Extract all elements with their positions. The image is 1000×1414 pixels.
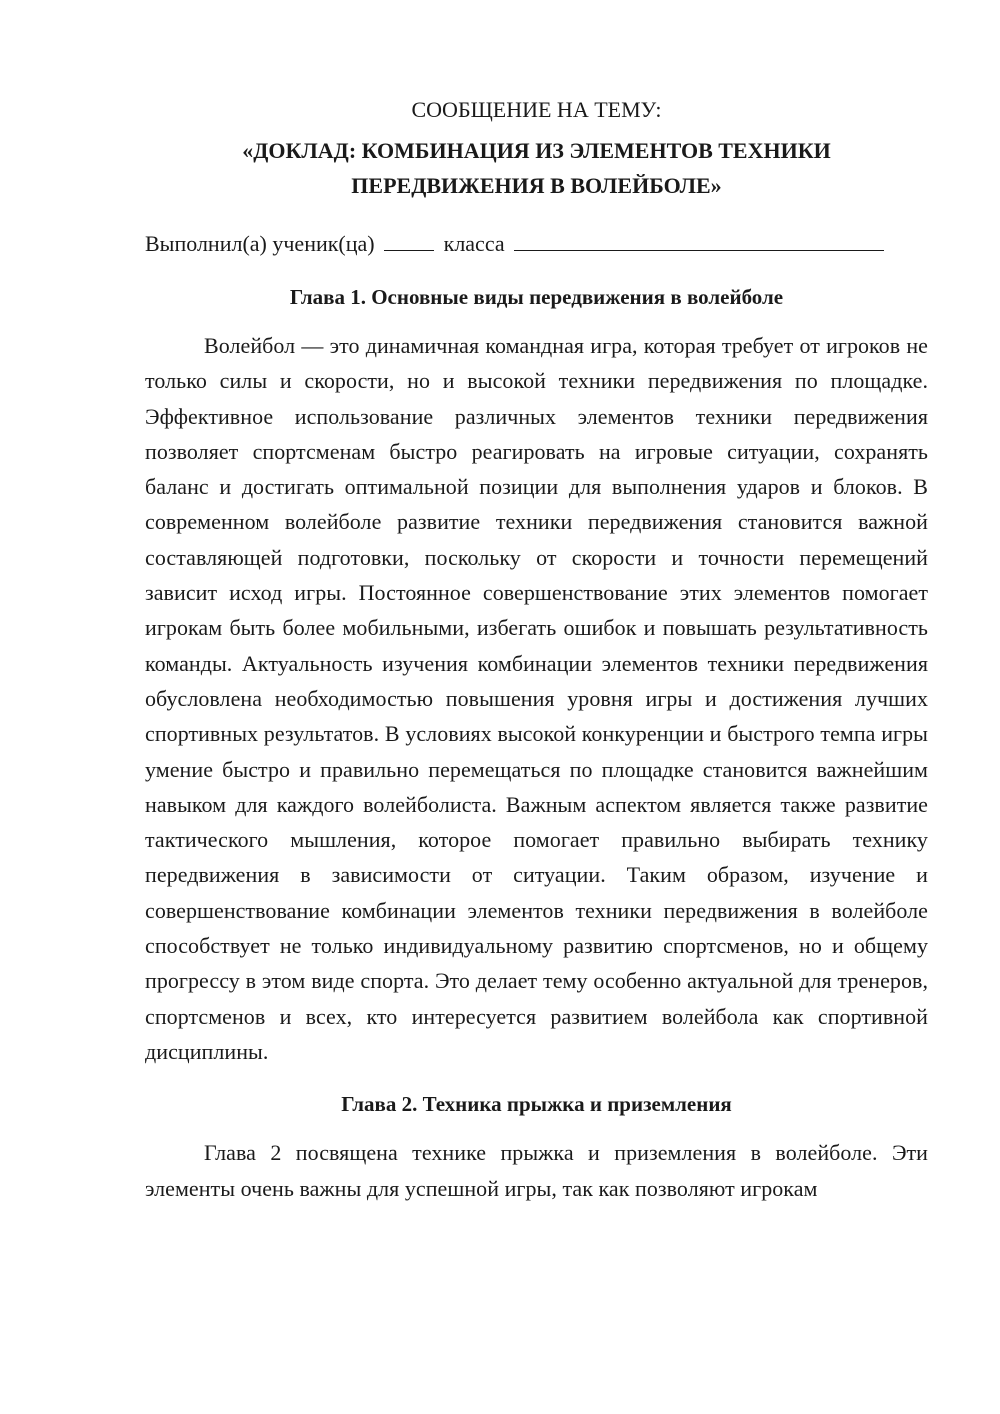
report-title-line-2: ПЕРЕДВИЖЕНИЯ В ВОЛЕЙБОЛЕ» — [351, 173, 722, 198]
student-name-blank — [514, 230, 884, 251]
report-header: СООБЩЕНИЕ НА ТЕМУ: — [411, 97, 662, 122]
document-page — [145, 92, 928, 1206]
report-title-line-1: «ДОКЛАД: КОМБИНАЦИЯ ИЗ ЭЛЕМЕНТОВ ТЕХНИКИ — [242, 138, 831, 163]
byline-prefix: Выполнил(а) ученик(ца) — [145, 231, 375, 256]
chapter-1-paragraph: Волейбол — это динамичная командная игра, которая требует от игроков не только силы и скорости, но и высокой техники передвижения по площадке. Эффективное использование различных элементов техники передвижения позволяет спортсменам быстро реагировать на игровые ситуации, сохранять баланс и достигать оптимальной позиции для выполнения ударов и блоков. В современном волейболе развитие техники передвижения становится важной составляющей подготовки, поскольку от скорости и точности перемещений зависит исход игры. Постоянное совершенствование этих элементов помогает игрокам быть более мобильными, избегать ошибок и повышать результативность команды. Актуальность изучения комбинации элементов техники передвижения обусловлена необходимостью повышения уровня игры и достижения лучших спортивных результатов. В условиях высокой конкуренции и быстрого темпа игры умение быстро и правильно перемещаться по площадке становится важнейшим навыком для каждого волейболиста. Важным аспектом является также развитие тактического мышления, которое помогает правильно выбирать технику передвижения в зависимости от ситуации. Таким образом, изучение и совершенствование комбинации элементов техники передвижения в волейболе способствует не только индивидуальному развитию спортсменов, но и общему прогрессу в этом виде спорта. Это делает тему особенно актуальной для тренеров, спортсменов и всех, кто интересуется развитием волейбола как спортивной дисциплины. — [145, 333, 928, 1064]
chapter-2-title: Глава 2. Техника прыжка и приземления — [341, 1092, 732, 1117]
author-byline — [145, 226, 928, 261]
chapter-2-paragraph: Глава 2 посвящена технике прыжка и приземления в волейболе. Эти элементы очень важны для успешной игры, так как позволяют игрокам — [145, 1140, 928, 1201]
chapter-1-title: Глава 1. Основные виды передвижения в волейболе — [289, 285, 784, 309]
byline-class-label: класса — [443, 231, 505, 256]
class-number-blank — [384, 230, 434, 251]
